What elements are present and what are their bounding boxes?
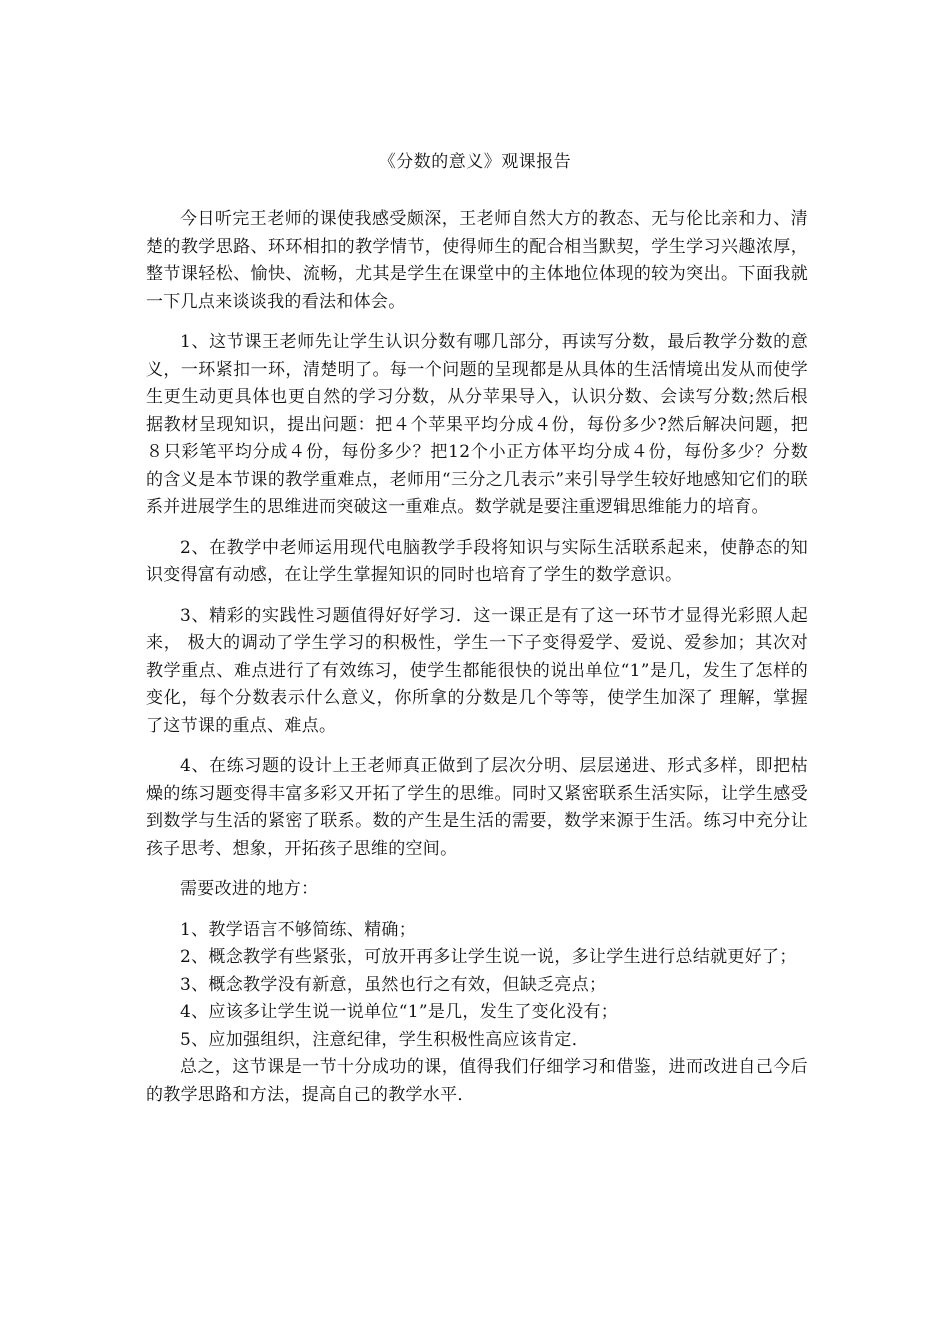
improvement-item-1: 1、教学语言不够简练、精确； bbox=[180, 919, 417, 940]
paragraph-point-1: 1、这节课王老师先让学生认识分数有哪几部分，再读写分数，最后教学分数的意义，一环紧扣一环，清楚明了。每一个问题的呈现都是从具体的生活情境出发从而使学生更生动更具体也更自然的学习分数，从分苹果导入，认识分数、会读写分数;然后根据教材呈现知识，提出问题：把４个苹果平均分成４份，每份多少?然后解决问题，把８只彩笔平均分成４份，每份多少？把12个小正方体平均分成４份，每份多少？分数的含义是本节课的教学重难点，老师用“三分之几表示”来引导学生较好地感知它们的联系并进展学生的思维进而突破这一重难点。数学就是要注重逻辑思维能力的培育。 bbox=[146, 332, 808, 517]
improvement-item-5: 5、应加强组织，注意纪律，学生积极性高应该肯定． bbox=[180, 1029, 590, 1050]
conclusion-paragraph: 总之，这节课是一节十分成功的课，值得我们仔细学习和借鉴，进而改进自己今后的教学思路和方法，提高自己的教学水平． bbox=[146, 1057, 808, 1105]
paragraph-point-2: 2、在教学中老师运用现代电脑教学手段将知识与实际生活联系起来，使静态的知识变得富有动感，在让学生掌握知识的同时也培育了学生的数学意识。 bbox=[146, 537, 808, 585]
paragraph-point-3: 3、精彩的实践性习题值得好好学习．这一课正是有了这一环节才显得光彩照人起来， 极大的调动了学生学习的积极性，学生一下子变得爱学、爱说、爱参加；其次对教学重点、难点进行了有效练习，使学生都能很快的说出单位“1”是几，发生了怎样的变化，每个分数表示什么意义，你所拿的分数是几个等等，使学生加深了 理解，掌握了这节课的重点、难点。 bbox=[146, 605, 808, 736]
improvements-heading: 需要改进的地方： bbox=[180, 879, 319, 899]
paragraph-intro: 今日听完王老师的课使我感受颇深，王老师自然大方的教态、无与伦比亲和力、清楚的教学思路、环环相扣的教学情节，使得师生的配合相当默契，学生学习兴趣浓厚，整节课轻松、愉快、流畅，尤其是学生在课堂中的主体地位体现的较为突出。下面我就一下几点来谈谈我的看法和体会。 bbox=[146, 209, 808, 312]
document-body bbox=[146, 206, 808, 1109]
paragraph-point-4: 4、在练习题的设计上王老师真正做到了层次分明、层层递进、形式多样，即把枯燥的练习题变得丰富多彩又开拓了学生的思维。同时又紧密联系生活实际，让学生感受到数学与生活的紧密了联系。数的产生是生活的需要，数学来源于生活。练习中充分让孩子思考、想象，开拓孩子思维的空间。 bbox=[146, 756, 808, 859]
improvement-item-2: 2、概念教学有些紧张，可放开再多让学生说一说，多让学生进行总结就更好了； bbox=[180, 947, 797, 967]
improvement-item-3: 3、概念教学没有新意，虽然也行之有效，但缺乏亮点； bbox=[180, 974, 607, 995]
improvement-item-4: 4、应该多让学生说一说单位“1”是几，发生了变化没有； bbox=[180, 1002, 619, 1022]
document-title: 《分数的意义》观课报告 bbox=[378, 152, 572, 172]
